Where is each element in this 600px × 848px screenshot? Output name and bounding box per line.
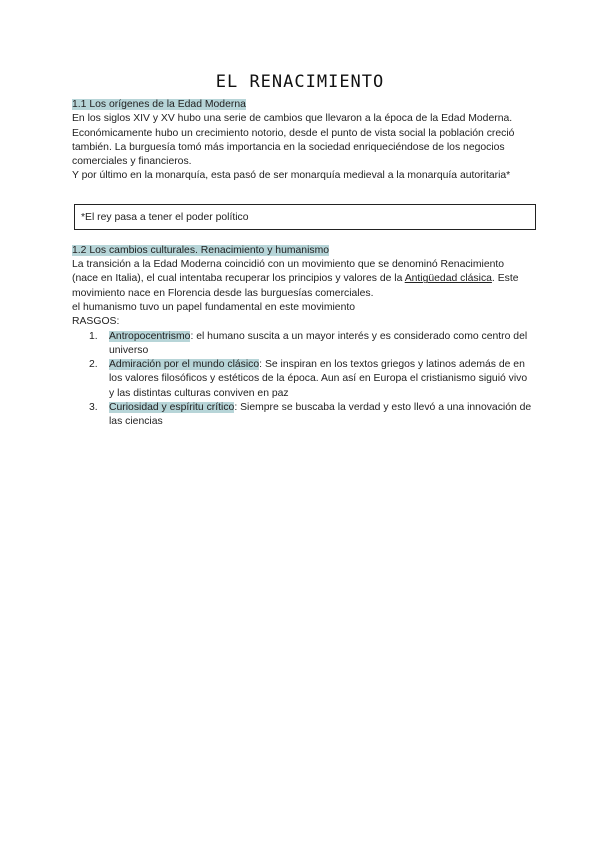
rasgos-label: RASGOS: bbox=[72, 316, 120, 328]
rasgos-list bbox=[72, 330, 532, 430]
list-item-number: 1. bbox=[89, 330, 98, 342]
document-body bbox=[72, 98, 532, 430]
list-item-description: : Se inspiran en los textos griegos y latinos además de en los valores filosóficos y estéticos de la época. Aun así en Europa el cristianismo siguió vivo y las distintas culturas conviven en paz bbox=[109, 359, 528, 399]
list-item-term: Curiosidad y espíritu crítico bbox=[109, 402, 235, 414]
list-item-number: 2. bbox=[89, 359, 98, 371]
section-1-paragraph-1: En los siglos XIV y XV hubo una serie de cambios que llevaron a la época de la Edad Moderna. bbox=[72, 113, 513, 125]
underlined-term: Antigüedad clásica bbox=[404, 273, 492, 285]
section-1-heading-text: 1.1 Los orígenes de la Edad Moderna bbox=[72, 99, 246, 110]
list-item-number: 3. bbox=[89, 402, 98, 414]
section-1-heading bbox=[72, 98, 532, 112]
list-item-term: Antropocentrismo bbox=[109, 330, 191, 342]
list-item-description: : Siempre se buscaba la verdad y esto llevó a una innovación de las ciencias bbox=[109, 402, 532, 428]
page-title: EL RENACIMIENTO bbox=[215, 72, 385, 92]
note-box bbox=[74, 204, 536, 230]
section-2-heading bbox=[72, 244, 532, 258]
list-item-term: Admiración por el mundo clásico bbox=[109, 359, 260, 371]
list-item-description: : el humano suscita a un mayor interés y es considerado como centro del universo bbox=[109, 330, 528, 356]
section-1-paragraph-2: Económicamente hubo un crecimiento notorio, desde el punto de vista social la población creció también. La burguesía tomó más importancia en la sociedad enriqueciéndose de los negocios comerciales y financieros. bbox=[72, 127, 515, 168]
section-1-paragraph-3: Y por último en la monarquía, esta pasó de ser monarquía medieval a la monarquía autoritaria* bbox=[72, 170, 511, 182]
list-item bbox=[72, 401, 532, 430]
paragraph-text-start: La transición a la Edad Moderna coincidió con un movimiento que se denominó Renacimiento (nace en Italia), el cual intentaba recuperar los principios y valores de la bbox=[72, 259, 505, 285]
section-2-paragraph-2: el humanismo tuvo un papel fundamental en este movimiento bbox=[72, 301, 356, 313]
section-2-heading-text: 1.2 Los cambios culturales. Renacimiento y humanismo bbox=[72, 244, 330, 256]
section-2-paragraph-1 bbox=[72, 258, 532, 301]
paragraph-text-end: . Este movimiento nace en Florencia desde las burguesías comerciales. bbox=[72, 273, 519, 299]
list-item bbox=[72, 358, 532, 401]
note-text: *El rey pasa a tener el poder político bbox=[81, 211, 249, 223]
list-item bbox=[72, 330, 532, 359]
